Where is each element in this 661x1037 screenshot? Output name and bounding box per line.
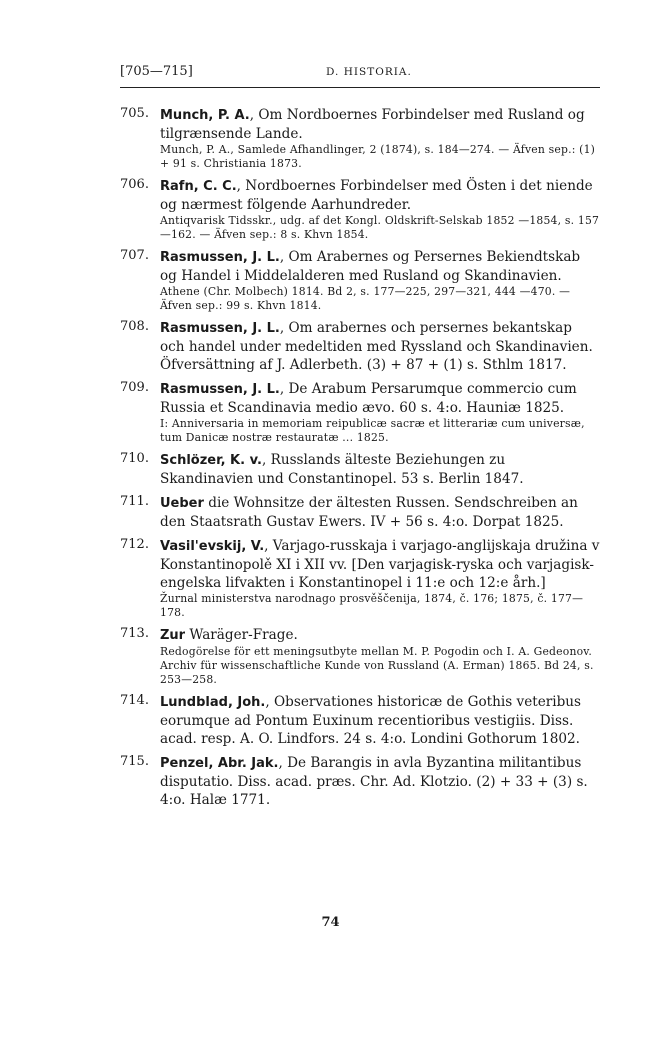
bibliography-entry bbox=[120, 380, 600, 445]
entry-text bbox=[160, 537, 600, 592]
entry-text bbox=[160, 693, 600, 748]
entry-title: , De Arabum Persarumque commercio cum Russia et Scandinavia medio ævo. 60 s. 4:o. Hauniæ 1825. bbox=[160, 381, 577, 416]
author-name: Lundblad, Joh. bbox=[160, 695, 266, 710]
author-name: Munch, P. A. bbox=[160, 108, 250, 123]
author-name: Rafn, C. C. bbox=[160, 179, 237, 194]
entry-number: 707. bbox=[120, 248, 149, 263]
entry-title: , Varjago-russkaja i varjago-anglijskaja družina v Konstantinopolě XI i XII vv. [Den varjagisk-ryska och varjagisk-engelska lifvakten i Konstantinopel i 11:e och 12:e årh.] bbox=[160, 538, 600, 591]
entry-text bbox=[160, 754, 600, 809]
entry-text bbox=[160, 494, 600, 531]
header-rule bbox=[120, 87, 600, 88]
entry-note: I: Anniversaria in memoriam reipublicæ sacræ et litterariæ cum universæ, tum Danicæ nostræ restauratæ ... 1825. bbox=[160, 417, 585, 444]
entry-range: [705—715] bbox=[120, 64, 193, 79]
entry-number: 710. bbox=[120, 451, 149, 466]
entry-title: , De Barangis in avla Byzantina militantibus disputatio. Diss. acad. præs. Chr. Ad. Klotzio. (2) + 33 + (3) s. 4:o. Halæ 1771. bbox=[160, 755, 588, 808]
running-header bbox=[120, 64, 600, 82]
entry-number: 711. bbox=[120, 494, 149, 509]
entry-number: 708. bbox=[120, 319, 149, 334]
entry-number: 713. bbox=[120, 626, 149, 641]
entry-title: , Om Nordboernes Forbindelser med Rusland og tilgrænsende Lande. bbox=[160, 107, 585, 142]
entry-note: Žurnal ministerstva narodnago prosvěščenija, 1874, č. 176; 1875, č. 177—178. bbox=[160, 592, 584, 619]
bibliography-entry bbox=[120, 537, 600, 620]
entry-text bbox=[160, 319, 600, 374]
entry-number: 709. bbox=[120, 380, 149, 395]
bibliography-entry bbox=[120, 626, 600, 687]
author-name: Ueber bbox=[160, 496, 204, 511]
author-name: Rasmussen, J. L. bbox=[160, 250, 280, 265]
entry-title: Waräger-Frage. bbox=[185, 627, 298, 643]
bibliography-list bbox=[120, 106, 600, 815]
entry-title: , Om Arabernes og Persernes Bekiendtskab og Handel i Middelalderen med Rusland og Skandinavien. bbox=[160, 249, 581, 284]
author-name: Zur bbox=[160, 628, 186, 643]
entry-title: , Om arabernes och persernes bekantskap och handel under medeltiden med Ryssland och Skandinavien. Öfversättning af J. Adlerbeth. (3) + 87 + (1) s. Sthlm 1817. bbox=[160, 320, 593, 373]
entry-note: Antiqvarisk Tidsskr., udg. af det Kongl. Oldskrift-Selskab 1852 —1854, s. 157—162. — Äfven sep.: 8 s. Khvn 1854. bbox=[160, 214, 600, 241]
entry-number: 706. bbox=[120, 177, 149, 192]
author-name: Penzel, Abr. Jak. bbox=[160, 756, 279, 771]
entry-text bbox=[160, 451, 600, 488]
page-number: 74 bbox=[321, 915, 340, 930]
bibliography-entry bbox=[120, 451, 600, 488]
bibliography-entry bbox=[120, 106, 600, 171]
bibliography-entry bbox=[120, 693, 600, 748]
entry-text bbox=[160, 106, 600, 143]
entry-title: , Nordboernes Forbindelser med Östen i det niende og nærmest fölgende Aarhundreder. bbox=[160, 178, 593, 213]
author-name: Rasmussen, J. L. bbox=[160, 321, 280, 336]
entry-number: 705. bbox=[120, 106, 149, 121]
entry-note: Redogörelse för ett meningsutbyte mellan M. P. Pogodin och I. A. Gedeonov. bbox=[160, 645, 592, 658]
entry-text bbox=[160, 626, 600, 645]
bibliography-entry bbox=[120, 177, 600, 242]
entry-note: Archiv für wissenschaftliche Kunde von Russland (A. Erman) 1865. Bd 24, s. 253—258. bbox=[160, 659, 594, 686]
entry-title: die Wohnsitze der ältesten Russen. Sendschreiben an den Staatsrath Gustav Ewers. IV + 56 s. 4:o. Dorpat 1825. bbox=[160, 495, 578, 530]
bibliography-entry bbox=[120, 319, 600, 374]
entry-text bbox=[160, 177, 600, 214]
author-name: Vasil'evskij, V. bbox=[160, 539, 265, 554]
entry-number: 715. bbox=[120, 754, 149, 769]
entry-note: Munch, P. A., Samlede Afhandlinger, 2 (1874), s. 184—274. — Äfven sep.: (1) + 91 s. Christiania 1873. bbox=[160, 143, 596, 170]
entry-note: Athene (Chr. Molbech) 1814. Bd 2, s. 177—225, 297—321, 444 —470. — Äfven sep.: 99 s. Khvn 1814. bbox=[160, 285, 571, 312]
entry-title: , Observationes historicæ de Gothis veteribus eorumque ad Pontum Euxinum recentioribus vestigiis. Diss. acad. resp. A. O. Lindfors. 24 s. 4:o. Londini Gothorum 1802. bbox=[160, 694, 582, 747]
bibliography-entry bbox=[120, 754, 600, 809]
author-name: Rasmussen, J. L. bbox=[160, 382, 280, 397]
entry-title: , Russlands älteste Beziehungen zu Skandinavien und Constantinopel. 53 s. Berlin 1847. bbox=[160, 452, 524, 487]
entry-number: 714. bbox=[120, 693, 149, 708]
entry-text bbox=[160, 248, 600, 285]
author-name: Schlözer, K. v. bbox=[160, 453, 262, 468]
section-title: D. HISTORIA. bbox=[326, 66, 412, 78]
entry-text bbox=[160, 380, 600, 417]
bibliography-entry bbox=[120, 248, 600, 313]
bibliography-entry bbox=[120, 494, 600, 531]
entry-number: 712. bbox=[120, 537, 149, 552]
